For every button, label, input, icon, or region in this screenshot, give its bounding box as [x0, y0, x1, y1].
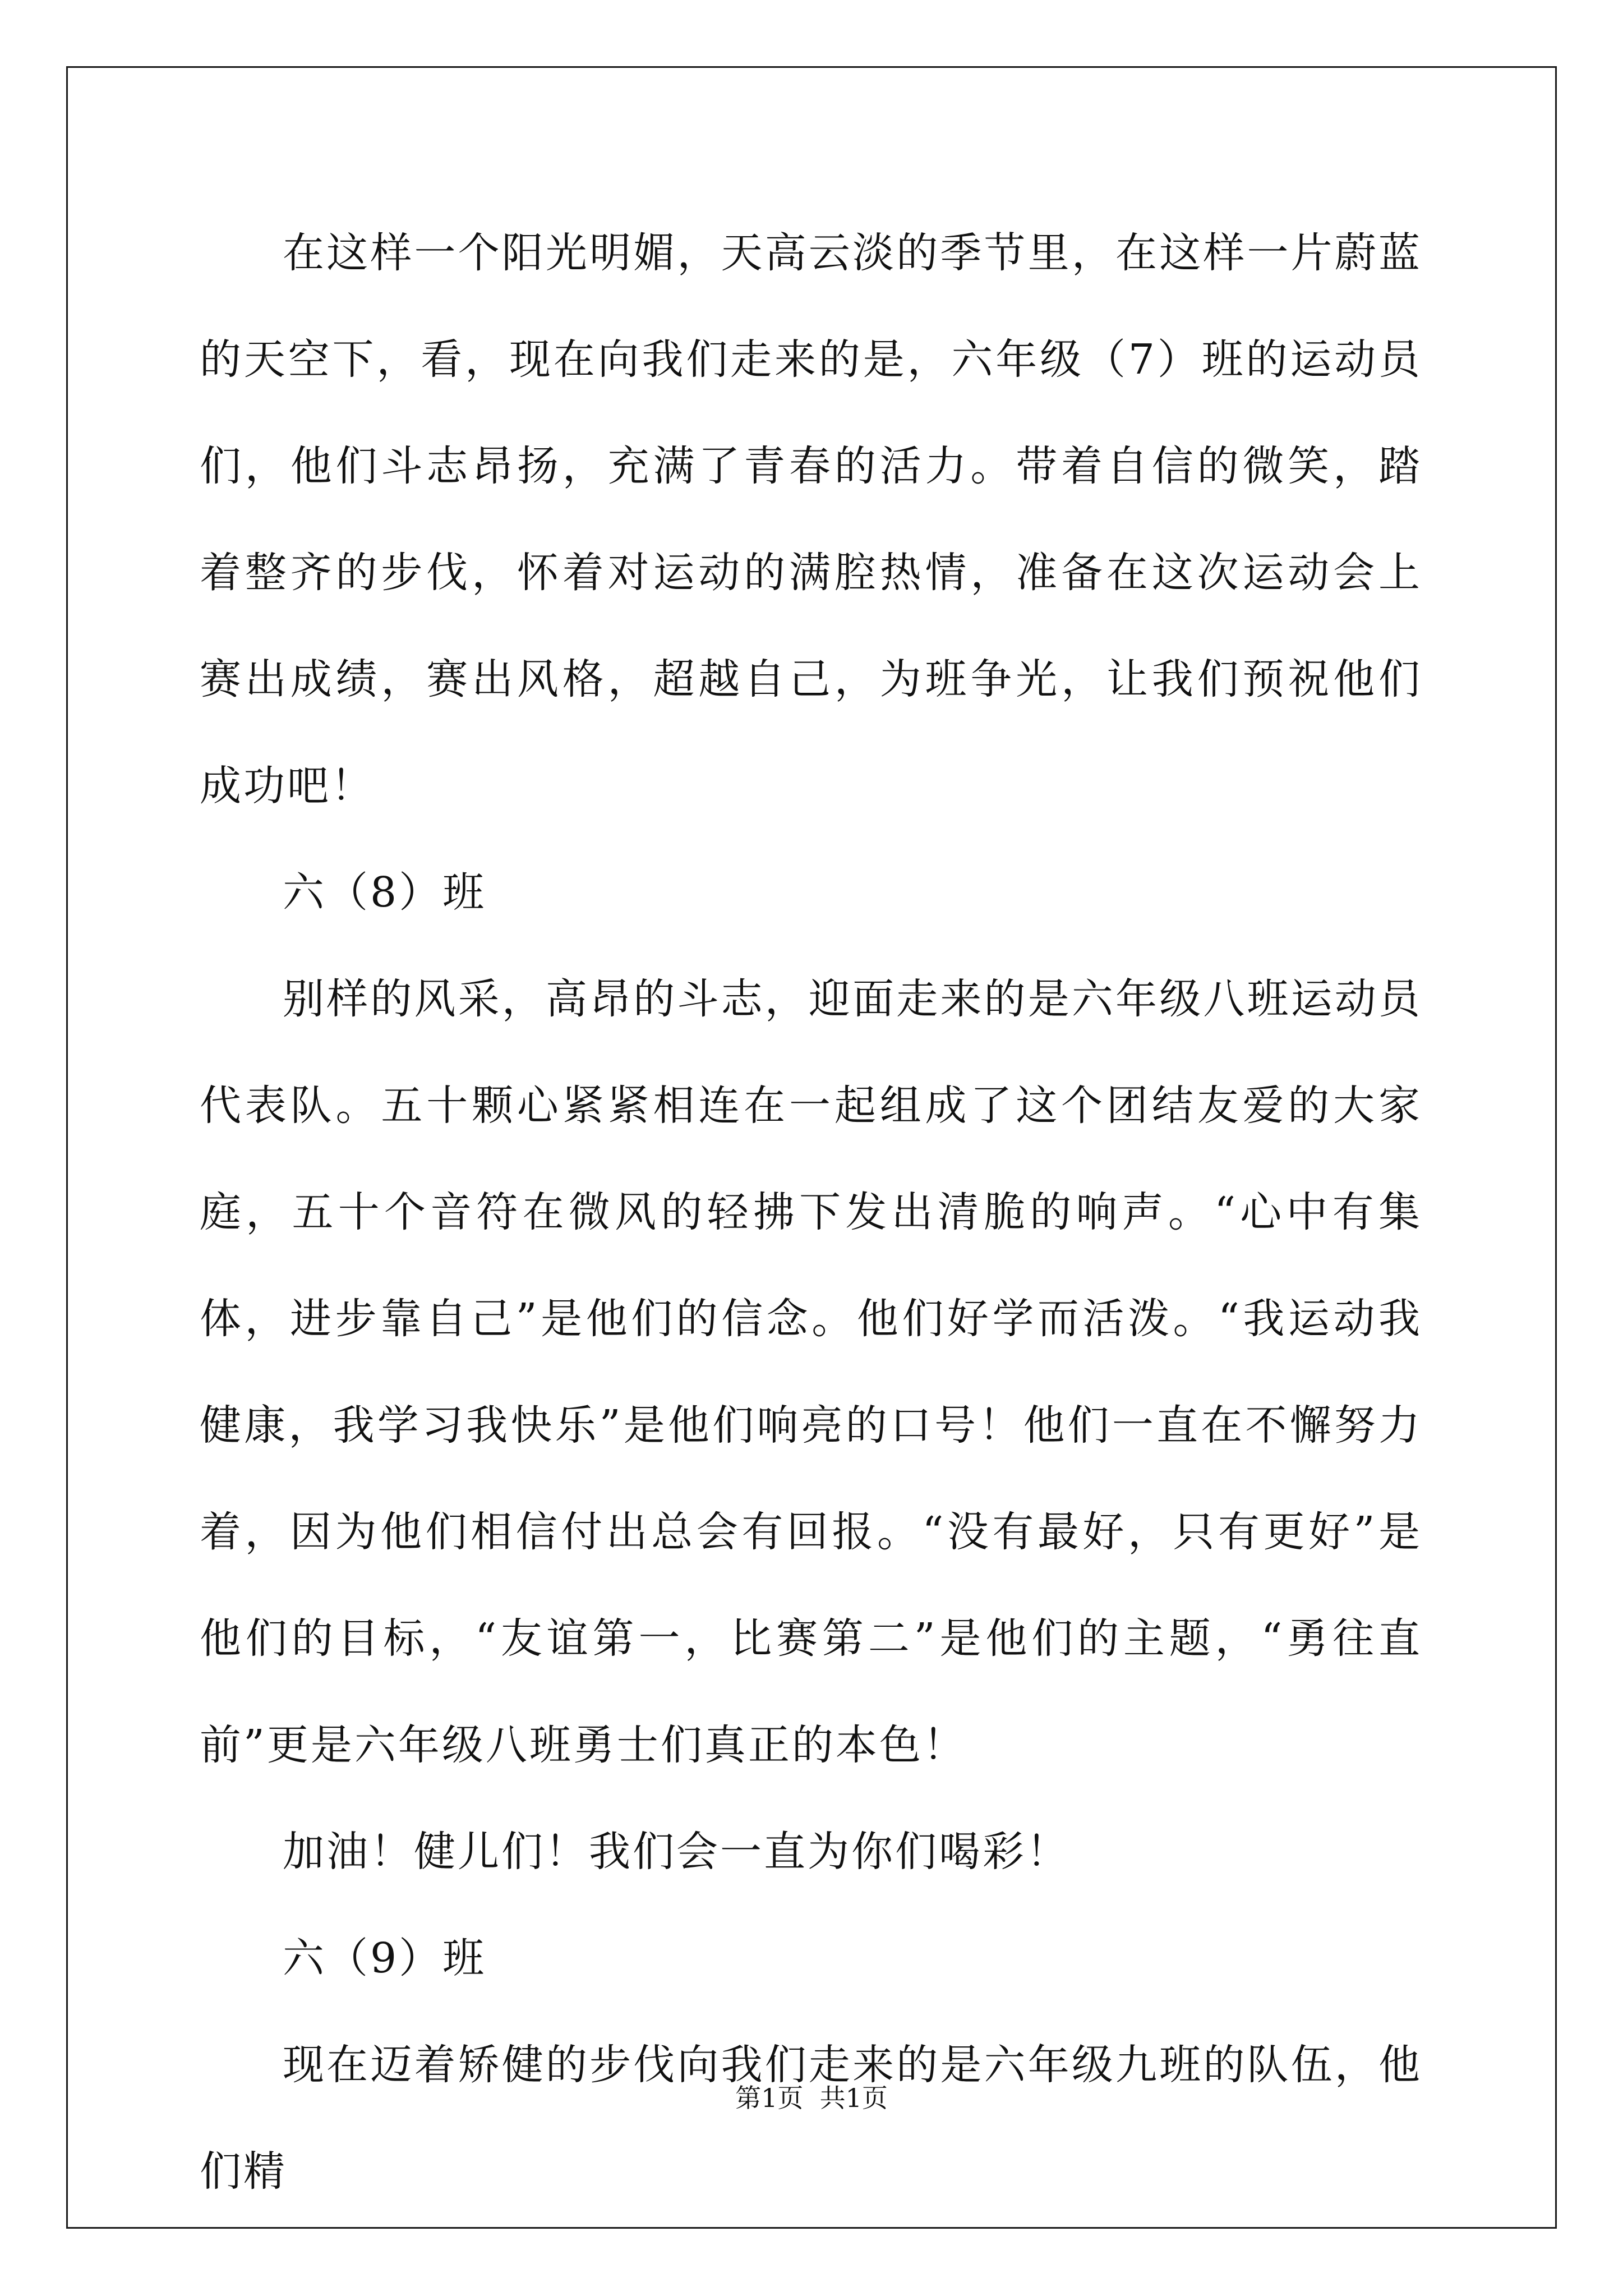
- paragraph-cheer: 加油！健儿们！我们会一直为你们喝彩！: [283, 1828, 1070, 1876]
- heading-class-6-9: 六（9）班: [283, 1934, 487, 1982]
- paragraph-class-8-intro: 别样的风采，高昂的斗志，迎面走来的是六年级八班运动员代表队。五十颗心紧紧相连在一起组成了这个团结友爱的大家庭，五十个音符在微风的轻拂下发出清脆的响声。“心中有集体，进步靠自己”是他们的信念。他们好学而活泼。“我运动我健康，我学习我快乐”是他们响亮的口号！他们一直在不懈努力着，因为他们相信付出总会有回报。“没有最好，只有更好”是他们的目标，“友谊第一，比赛第二”是他们的主题，“勇往直前”更是六年级八班勇士们真正的本色！: [200, 975, 1422, 1769]
- heading-class-6-8: 六（8）班: [283, 868, 487, 917]
- document-body: [200, 200, 1422, 2225]
- paragraph-class-7-intro: 在这样一个阳光明媚，天高云淡的季节里，在这样一片蔚蓝的天空下，看，现在向我们走来的是，六年级（7）班的运动员们，他们斗志昂扬，充满了青春的活力。带着自信的微笑，踏着整齐的步伐，怀着对运动的满腔热情，准备在这次运动会上赛出成绩，赛出风格，超越自己，为班争光，让我们预祝他们成功吧！: [200, 229, 1422, 810]
- page-number-footer: 第1页 共1页: [735, 2083, 888, 2113]
- paragraph-class-9-intro: 现在迈着矫健的步伐向我们走来的是六年级九班的队伍，他们精: [200, 2041, 1422, 2196]
